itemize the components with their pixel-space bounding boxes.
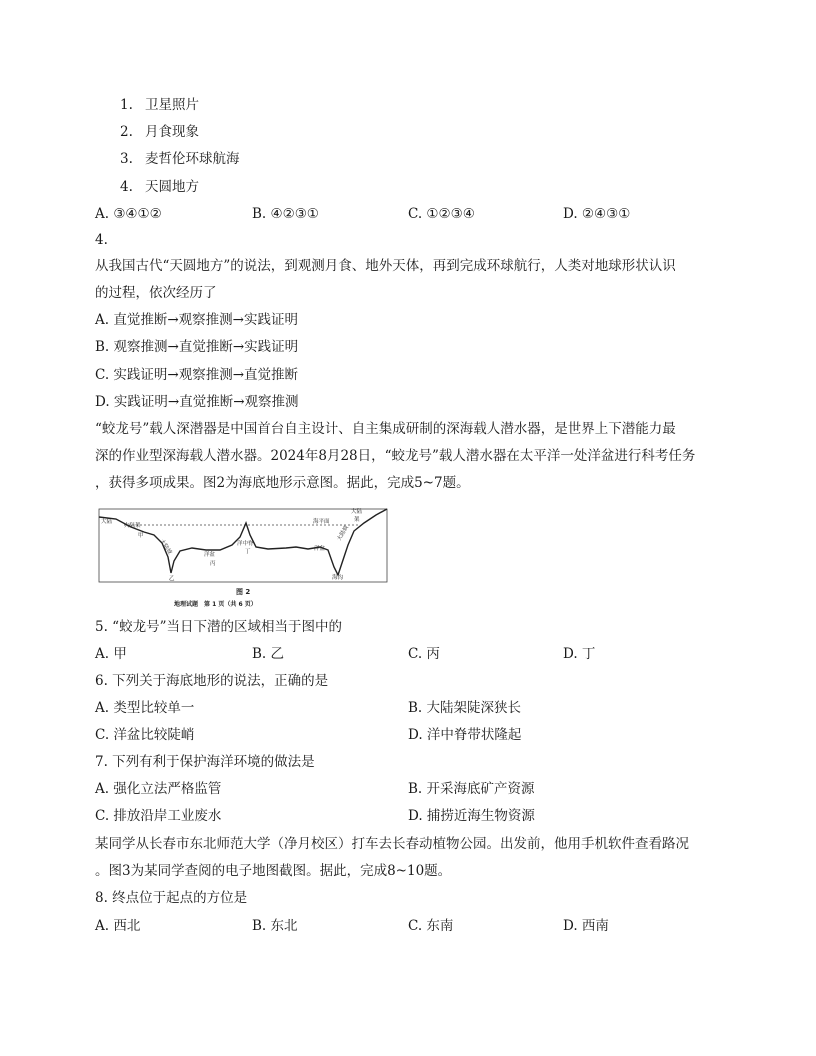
q3-option-d: D. ②④③①	[563, 206, 631, 222]
label-slope-right: 大陆坡	[336, 524, 350, 542]
q3-option-a: A. ③④①②	[95, 206, 162, 222]
label-slope-left: 大陆坡	[158, 538, 173, 556]
passage2-line1: 某同学从长春市东北师范大学（净月校区）打车去长春动植物公园。出发前，他用手机软件查看路况	[95, 836, 689, 852]
label-yi: 乙	[169, 576, 175, 582]
q6-option-d: D. 洋中脊带状隆起	[408, 727, 522, 743]
q4-option-d: D. 实践证明→直觉推断→观察推测	[95, 394, 299, 410]
q8-option-b: B. 东北	[252, 918, 298, 934]
q5-option-b: B. 乙	[252, 646, 285, 662]
label-sea-level: 海平面	[313, 519, 330, 525]
list-item: 天圆地方	[145, 179, 199, 195]
label-ding: 丁	[245, 549, 251, 555]
q8-stem: 8. 终点位于起点的方位是	[95, 890, 248, 906]
label-basin-right: 洋盆	[314, 546, 326, 552]
figure-caption: 图 2	[236, 588, 251, 596]
passage1-line1: “蛟龙号”载人深潜器是中国首台自主设计、自主集成研制的深海载人潜水器，是世界上下潜能力最	[95, 421, 676, 437]
label-trench: 海沟	[332, 575, 344, 581]
q5-option-d: D. 丁	[563, 646, 596, 662]
q6-option-a: A. 类型比较单一	[95, 700, 195, 716]
q7-option-d: D. 捕捞近海生物资源	[408, 808, 535, 824]
passage1-line2: 深的作业型深海载人潜水器。2024年8月28日，“蛟龙号”载人潜水器在太平洋一处洋盆进行科考任务	[95, 448, 696, 464]
list-number: 1.	[120, 97, 133, 113]
q6-option-c: C. 洋盆比较陡峭	[95, 727, 195, 743]
q6-stem: 6. 下列关于海底地形的说法，正确的是	[95, 673, 329, 689]
list-number: 4.	[120, 179, 133, 195]
q4-stem-line2: 的过程，依次经历了	[95, 285, 217, 301]
q4-option-c: C. 实践证明→观察推测→直觉推断	[95, 367, 299, 383]
list-item: 卫星照片	[145, 97, 199, 113]
label-shelf-left: 大陆架	[124, 523, 141, 529]
seafloor-profile-figure	[96, 505, 390, 613]
q4-stem-line1: 从我国古代“天圆地方”的说法，到观测月食、地外天体，再到完成环球航行，人类对地球形状认识	[95, 258, 676, 274]
label-continent-right: 大陆	[351, 509, 363, 515]
page-footer: 地理试题 第 1 页（共 6 页）	[174, 601, 257, 608]
label-shelf-right: 架	[354, 517, 360, 523]
q4-number: 4.	[95, 232, 108, 248]
q4-option-a: A. 直觉推断→观察推测→实践证明	[95, 312, 298, 328]
label-ridge: 洋中脊	[237, 541, 254, 547]
q7-option-b: B. 开采海底矿产资源	[408, 781, 535, 797]
q3-option-c: C. ①②③④	[408, 206, 475, 222]
passage1-line3: ，获得多项成果。图2为海底地形示意图。据此，完成5~7题。	[95, 475, 470, 491]
q8-option-a: A. 西北	[95, 918, 141, 934]
q3-option-b: B. ④②③①	[252, 206, 319, 222]
q5-option-c: C. 丙	[408, 646, 440, 662]
label-bing: 丙	[210, 561, 216, 567]
label-jia: 甲	[138, 533, 144, 539]
q8-option-c: C. 东南	[408, 918, 454, 934]
passage2-line2: 。图3为某同学查阅的电子地图截图。据此，完成8~10题。	[95, 863, 452, 879]
list-number: 2.	[120, 124, 133, 140]
q5-stem: 5. “蛟龙号”当日下潜的区域相当于图中的	[95, 619, 342, 635]
list-number: 3.	[120, 151, 133, 167]
q6-option-b: B. 大陆架陡深狭长	[408, 700, 522, 716]
q5-option-a: A. 甲	[95, 646, 127, 662]
q7-option-a: A. 强化立法严格监管	[95, 781, 222, 797]
list-item: 麦哲伦环球航海	[145, 151, 240, 167]
label-continent-left: 大陆	[101, 519, 113, 525]
q7-option-c: C. 排放沿岸工业废水	[95, 808, 222, 824]
list-item: 月食现象	[145, 124, 199, 140]
q7-stem: 7. 下列有利于保护海洋环境的做法是	[95, 754, 315, 770]
q8-option-d: D. 西南	[563, 918, 609, 934]
label-basin-left: 洋盆	[204, 552, 216, 558]
q4-option-b: B. 观察推测→直觉推断→实践证明	[95, 339, 299, 355]
